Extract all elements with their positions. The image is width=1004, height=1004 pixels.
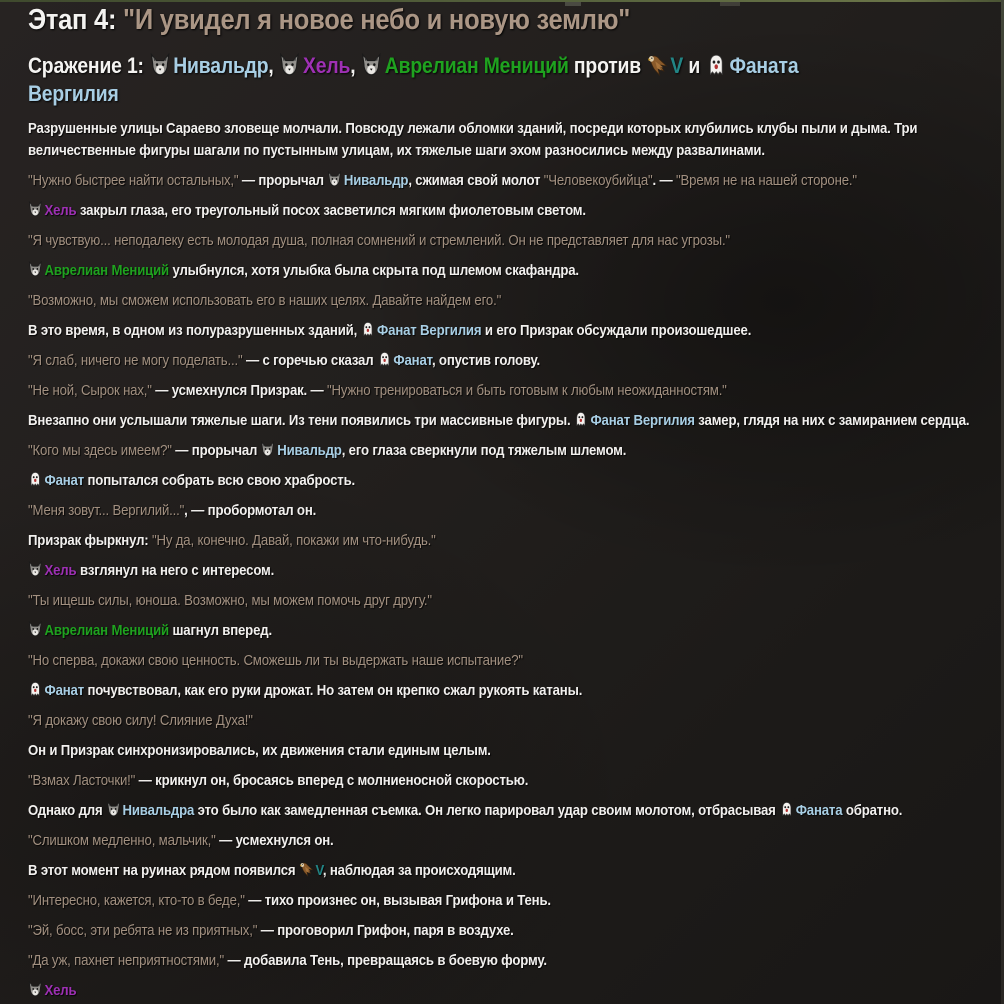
ghost-icon bbox=[779, 801, 794, 818]
story-paragraph bbox=[28, 920, 986, 942]
quote-text: "Эй, босс, эти ребята не из приятных," bbox=[28, 922, 258, 939]
story-paragraph bbox=[28, 860, 986, 882]
narration-text: — крикнул он, бросаясь вперед с молниеносной скоростью. bbox=[135, 772, 529, 789]
character-name[interactable]: Фанат bbox=[28, 472, 84, 489]
character-name[interactable]: Фанат Вергилия bbox=[361, 322, 482, 339]
narration-text: , — пробормотал он. bbox=[184, 502, 317, 519]
wolf-icon bbox=[361, 53, 382, 77]
quote-text: "Взмах Ласточки!" bbox=[28, 772, 136, 789]
story-paragraph bbox=[28, 440, 986, 462]
narration-text: закрыл глаза, его треугольный посох засветился мягким фиолетовым светом. bbox=[76, 202, 586, 219]
story-paragraph bbox=[28, 380, 986, 402]
wolf-icon bbox=[279, 53, 300, 77]
quote-text: "Возможно, мы сможем использовать его в наших целях. Давайте найдем его." bbox=[28, 292, 502, 309]
stage-quote: "И увидел я новое небо и новую землю" bbox=[123, 4, 631, 36]
story-paragraph bbox=[28, 410, 986, 432]
eagle-icon bbox=[646, 53, 667, 77]
narration-text: , наблюдая за происходящим. bbox=[322, 862, 516, 879]
character-name[interactable]: Фанат Вергилия bbox=[574, 412, 695, 429]
character-name[interactable]: Фаната bbox=[779, 802, 842, 819]
narration-text: обратно. bbox=[842, 802, 903, 819]
narration-text: и его Призрак обсуждали произошедшее. bbox=[481, 322, 752, 339]
narration-text: — усмехнулся он. bbox=[215, 832, 334, 849]
character-name[interactable]: Хель bbox=[28, 562, 76, 579]
narration-text: — добавила Тень, превращаясь в боевую форму. bbox=[224, 952, 547, 969]
wolf-icon bbox=[327, 171, 342, 188]
story-paragraph bbox=[28, 650, 986, 672]
stage-title bbox=[28, 4, 986, 36]
narration-text: — прорычал bbox=[238, 172, 328, 189]
quote-text: "Нужно быстрее найти остальных," bbox=[28, 172, 239, 189]
story-paragraph bbox=[28, 980, 986, 1002]
story-paragraph bbox=[28, 260, 986, 282]
story-paragraph bbox=[28, 230, 986, 252]
story-paragraph bbox=[28, 320, 986, 342]
story-paragraph bbox=[28, 740, 986, 762]
narration-text: замер, глядя на них с замиранием сердца. bbox=[694, 412, 970, 429]
story-paragraph bbox=[28, 680, 986, 702]
narration-text: В этот момент на руинах рядом появился bbox=[28, 862, 299, 879]
quote-text: "Я слаб, ничего не могу поделать..." bbox=[28, 352, 243, 369]
character-name[interactable]: Аврелиан Мениций bbox=[28, 262, 169, 279]
character-name[interactable]: Хель bbox=[28, 982, 76, 999]
quote-text: "Ты ищешь силы, юноша. Возможно, мы можем помочь друг другу." bbox=[28, 592, 432, 609]
narration-text: В это время, в одном из полуразрушенных зданий, bbox=[28, 322, 361, 339]
quote-text: "Меня зовут... Вергилий..." bbox=[28, 502, 185, 519]
character-name[interactable]: Хель bbox=[28, 202, 76, 219]
narration-text: . — bbox=[652, 172, 677, 189]
story-paragraph bbox=[28, 890, 986, 912]
content-column bbox=[28, 4, 986, 1002]
wolf-icon bbox=[28, 261, 43, 278]
story-paragraph bbox=[28, 950, 986, 972]
story-paragraph bbox=[28, 800, 986, 822]
character-name[interactable]: Аврелиан Мениций bbox=[28, 622, 169, 639]
narration-text: — проговорил Грифон, паря в воздухе. bbox=[257, 922, 514, 939]
ghost-icon bbox=[361, 321, 376, 338]
ghost-icon bbox=[28, 471, 43, 488]
character-name[interactable]: Хель bbox=[279, 53, 350, 78]
story-paragraph bbox=[28, 170, 986, 192]
character-name[interactable]: V bbox=[646, 53, 683, 78]
quote-text: "Человекоубийца" bbox=[543, 172, 653, 189]
wolf-icon bbox=[28, 561, 43, 578]
character-name[interactable]: Аврелиан Мениций bbox=[361, 53, 569, 78]
character-name[interactable]: Нивальдр bbox=[149, 53, 268, 78]
panel-top-border bbox=[0, 0, 1004, 2]
stage-label: Этап 4: bbox=[28, 4, 124, 36]
quote-text: "Ну да, конечно. Давай, покажи им что-нибудь." bbox=[151, 532, 436, 549]
narration-text: , его глаза сверкнули под тяжелым шлемом. bbox=[341, 442, 627, 459]
narration-text: улыбнулся, хотя улыбка была скрыта под шлемом скафандра. bbox=[168, 262, 579, 279]
character-name[interactable]: Нивальдр bbox=[261, 442, 342, 459]
narration-text: Он и Призрак синхронизировались, их движения стали единым целым. bbox=[28, 742, 491, 759]
story-paragraph bbox=[28, 290, 986, 312]
wolf-icon bbox=[261, 441, 276, 458]
narration-text: , bbox=[350, 53, 361, 78]
story-paragraph bbox=[28, 500, 986, 522]
narration-text: , опустив голову. bbox=[431, 352, 541, 369]
story-paragraph bbox=[28, 470, 986, 492]
story-paragraph bbox=[28, 830, 986, 852]
wolf-icon bbox=[149, 53, 170, 77]
character-name[interactable]: Фанат bbox=[377, 352, 432, 369]
narration-text: против bbox=[568, 53, 647, 78]
narration-text: и bbox=[683, 53, 706, 78]
quote-text: "Но сперва, докажи свою ценность. Сможешь ли ты выдержать наше испытание?" bbox=[28, 652, 523, 669]
story-paragraph bbox=[28, 200, 986, 222]
narration-text: — усмехнулся Призрак. — bbox=[151, 382, 328, 399]
story-paragraph bbox=[28, 560, 986, 582]
story-paragraph bbox=[28, 710, 986, 732]
story-paragraph bbox=[28, 350, 986, 372]
narration-text: Внезапно они услышали тяжелые шаги. Из тени появились три массивные фигуры. bbox=[28, 412, 574, 429]
quote-text: "Нужно тренироваться и быть готовым к любым неожиданностям." bbox=[327, 382, 727, 399]
narration-text: это было как замедленная съемка. Он легко парировал удар своим молотом, отбрасывая bbox=[194, 802, 780, 819]
character-name[interactable]: Нивальдр bbox=[327, 172, 408, 189]
ghost-icon bbox=[377, 351, 392, 368]
quote-text: "Я чувствую... неподалеку есть молодая душа, полная сомнений и стремлений. Он не представляет для нас угрозы." bbox=[28, 232, 730, 249]
character-name[interactable]: Фаната Вергилия bbox=[28, 53, 799, 106]
narration-text: — тихо произнес он, вызывая Грифона и Тень. bbox=[244, 892, 551, 909]
wolf-icon bbox=[28, 981, 43, 998]
ghost-icon bbox=[28, 681, 43, 698]
story-paragraph bbox=[28, 620, 986, 642]
quote-text: "Не ной, Сырок нах," bbox=[28, 382, 152, 399]
wolf-icon bbox=[28, 621, 43, 638]
narration-text: почувствовал, как его руки дрожат. Но затем он крепко сжал рукоять катаны. bbox=[84, 682, 583, 699]
battle-label: Сражение 1: bbox=[28, 53, 150, 78]
ghost-icon bbox=[574, 411, 589, 428]
ghost-icon bbox=[705, 53, 726, 77]
narration-text: взглянул на него с интересом. bbox=[76, 562, 275, 579]
narration-text: — прорычал bbox=[171, 442, 261, 459]
quote-text: "Слишком медленно, мальчик," bbox=[28, 832, 216, 849]
narration-text: Призрак фыркнул: bbox=[28, 532, 152, 549]
quote-text: "Интересно, кажется, кто-то в беде," bbox=[28, 892, 245, 909]
story-body bbox=[28, 118, 986, 1002]
story-paragraph bbox=[28, 530, 986, 552]
character-name[interactable]: V bbox=[299, 862, 323, 879]
narration-text: , bbox=[268, 53, 279, 78]
quote-text: "Да уж, пахнет неприятностями," bbox=[28, 952, 225, 969]
narration-text: , сжимая свой молот bbox=[408, 172, 544, 189]
quote-text: "Кого мы здесь имеем?" bbox=[28, 442, 172, 459]
wolf-icon bbox=[106, 801, 121, 818]
quote-text: "Я докажу свою силу! Слияние Духа!" bbox=[28, 712, 253, 729]
quote-text: "Время не на нашей стороне." bbox=[676, 172, 857, 189]
narration-text: — с горечью сказал bbox=[242, 352, 377, 369]
narration-text: Разрушенные улицы Сараево зловеще молчали. Повсюду лежали обломки зданий, посреди которых клубились клубы пыли и дыма. Три величественные фигуры шагали по пустынным улицам, их тяжелые шаги эхом разносились между развалинами. bbox=[28, 120, 918, 159]
eagle-icon bbox=[299, 861, 314, 878]
battle-title bbox=[28, 52, 890, 108]
wolf-icon bbox=[28, 201, 43, 218]
narration-text: Однако для bbox=[28, 802, 107, 819]
story-paragraph bbox=[28, 770, 986, 792]
narration-text: шагнул вперед. bbox=[168, 622, 272, 639]
narration-text: попытался собрать всю свою храбрость. bbox=[84, 472, 356, 489]
character-name[interactable]: Фанат bbox=[28, 682, 84, 699]
character-name[interactable]: Нивальдра bbox=[106, 802, 194, 819]
story-paragraph bbox=[28, 118, 986, 162]
story-paragraph bbox=[28, 590, 986, 612]
